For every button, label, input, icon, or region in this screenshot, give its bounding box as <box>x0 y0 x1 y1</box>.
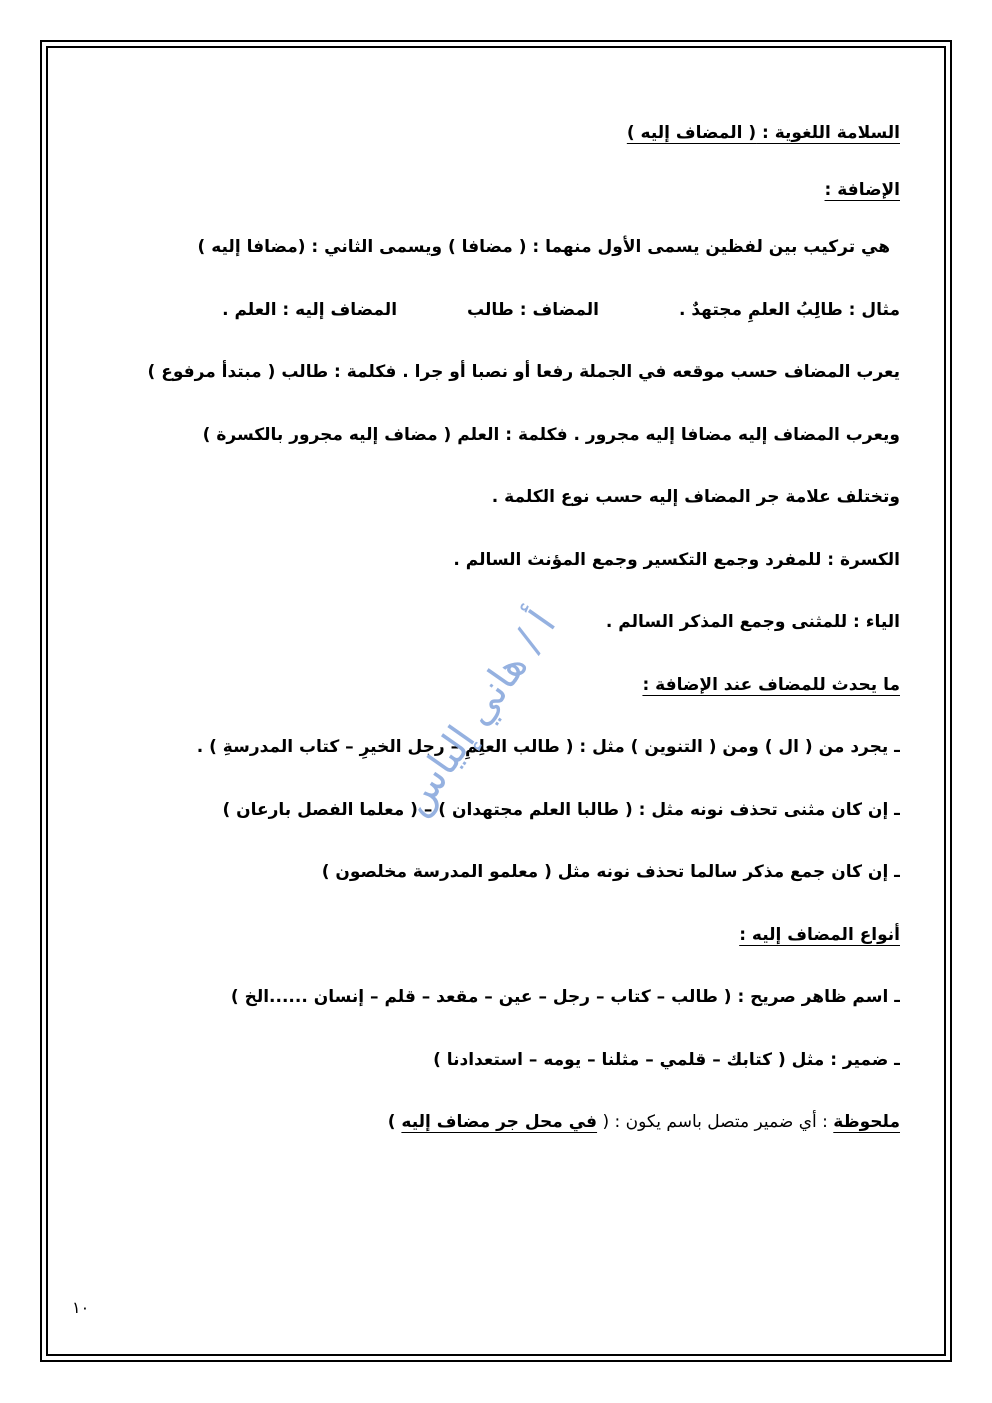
kasra-rule-text: الكسرة : للمفرد وجمع التكسير وجمع المؤنث السالم . <box>453 549 900 570</box>
list-item <box>80 732 900 795</box>
yaa-rule-line <box>80 607 900 670</box>
list-item <box>80 795 900 858</box>
title-topic: ( المضاف إليه ) <box>626 123 757 143</box>
changes-heading: ما يحدث للمضاف عند الإضافة : <box>642 674 900 695</box>
note-line <box>80 1107 900 1170</box>
document-body <box>80 118 900 1170</box>
types-heading-line <box>80 920 900 983</box>
type-item-text: ـ ضمير : مثل ( كتابك – قلمي – مثلنا – يومه – استعدادنا ) <box>433 1049 900 1070</box>
definition-line <box>80 232 900 295</box>
type-item-text: ـ اسم ظاهر صريح : ( طالب – كتاب – رجل – عين – مقعد – قلم – إنسان ......الخ ) <box>230 987 900 1007</box>
list-item <box>80 857 900 920</box>
note-label: ملحوظة <box>833 1112 900 1132</box>
rule-mudaf-ilayh-line <box>80 420 900 483</box>
rule-mudaf-ilayh-text: ويعرب المضاف إليه مضافا إليه مجرور . فكلمة : العلم ( مضاف إليه مجرور بالكسرة ) <box>202 424 900 445</box>
kasra-rule-line <box>80 545 900 608</box>
changes-heading-line <box>80 670 900 733</box>
change-item-text: ـ إن كان جمع مذكر سالما تحذف نونه مثل ( معلمو المدرسة مخلصون ) <box>321 862 900 882</box>
rule-signs-line <box>80 482 900 545</box>
definition-text: هي تركيب بين لفظين يسمى الأول منهما : ( مضافا ) ويسمى الثاني : (مضافا إليه ) <box>197 237 890 257</box>
author-watermark: أ / هاني إلياس <box>391 602 566 824</box>
change-item-text: ـ يجرد من ( ال ) ومن ( التنوين ) مثل : ( طالب العلِمِ – رجل الخيرِ – كتاب المدرسةِ ) . <box>196 737 900 757</box>
example-sentence: مثال : طالِبُ العلمِ مجتهدٌ . <box>678 299 900 320</box>
example-mudaf-ilayh: المضاف إليه : العلم . <box>222 299 398 320</box>
list-item <box>80 1045 900 1108</box>
change-item-text: ـ إن كان مثنى تحذف نونه مثل : ( طالبا العلم مجتهدان ) – ( معلما الفصل بارعان ) <box>222 799 900 820</box>
yaa-rule-text: الياء : للمثنى وجمع المذكر السالم . <box>605 612 900 632</box>
idafa-heading: الإضافة : <box>824 180 900 200</box>
title-line <box>80 118 900 175</box>
types-heading: أنواع المضاف إليه : <box>739 924 900 945</box>
note-emphasis: في محل جر مضاف إليه <box>401 1112 598 1132</box>
example-line <box>80 295 900 358</box>
rule-mudaf-line <box>80 357 900 420</box>
rule-signs-text: وتختلف علامة جر المضاف إليه حسب نوع الكلمة . <box>491 487 900 507</box>
title-prefix: السلامة اللغوية : <box>756 123 900 143</box>
page-number: ١٠ <box>72 1298 90 1317</box>
rule-mudaf-text: يعرب المضاف حسب موقعه في الجملة رفعا أو نصبا أو جرا . فكلمة : طالب ( مبتدأ مرفوع ) <box>147 362 900 382</box>
note-close: ) <box>387 1112 402 1132</box>
example-mudaf: المضاف : طالب <box>467 299 599 320</box>
list-item <box>80 982 900 1045</box>
note-text: : أي ضمير متصل باسم يكون : ( <box>597 1112 834 1132</box>
idafa-heading-line <box>80 175 900 232</box>
